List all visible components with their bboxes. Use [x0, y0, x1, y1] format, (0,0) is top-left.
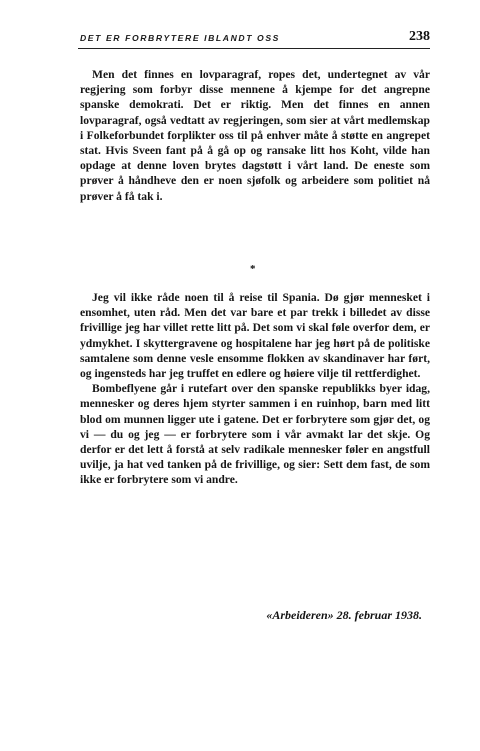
page-number: 238	[409, 29, 430, 44]
page-header	[78, 28, 430, 49]
source-attribution: «Arbeideren» 28. februar 1938.	[266, 608, 422, 622]
text-block-bottom	[80, 290, 430, 488]
text-block-top	[80, 67, 430, 204]
running-head: DET ER FORBRYTERE IBLANDT OSS	[80, 33, 280, 43]
paragraph: Jeg vil ikke råde noen til å reise til Spania. Dø gjør mennesket i ensomhet, uten råd. Men det var bare et par trekk i billedet av disse frivillige jeg har villet rette litt på. Det som vi skal føle overfor dem, er ydmykhet. I skyttergravene og hospitalene har jeg hørt på de politiske samtalene som denne vesle ensomme flokken av skandinaver har ført, og ingensteds har jeg truffet en edlere og høiere vilje til rettferdighet.	[80, 291, 430, 381]
paragraph: Bombeflyene går i rutefart over den spanske republikks byer idag, mennesker og deres hjem styrter sammen i en ruinhop, barn med litt blod om munnen ligger ute i gatene. Det er forbrytere som gjør det, og vi — du og jeg — er forbrytere som i vår avmakt lar det skje. Og derfor er det lett å forstå at selv radikale mennesker føler en angstfull uvilje, ja hat ved tanken på de frivillige, og sier: Sett dem fast, de som ikke er forbrytere som vi andre.	[80, 382, 430, 487]
paragraph: Men det finnes en lovparagraf, ropes det, undertegnet av vår regjering som forbyr disse mennene å kjempe for det angrepne spanske demokrati. Det er riktig. Men det finnes en annen lovparagraf, også vedtatt av regjeringen, som sier at vårt medlemskap i Folkeforbundet forplikter oss til på enhver måte å støtte en angrepet stat. Hvis Sveen fant på å gå op og ransake litt hos Koht, vilde han opdage at denne loven brytes dagstøtt i vårt land. De eneste som prøver å håndheve den er noen sjøfolk og arbeidere som politiet nå prøver å få tak i.	[80, 68, 430, 203]
section-break-asterisk: *	[250, 263, 256, 275]
